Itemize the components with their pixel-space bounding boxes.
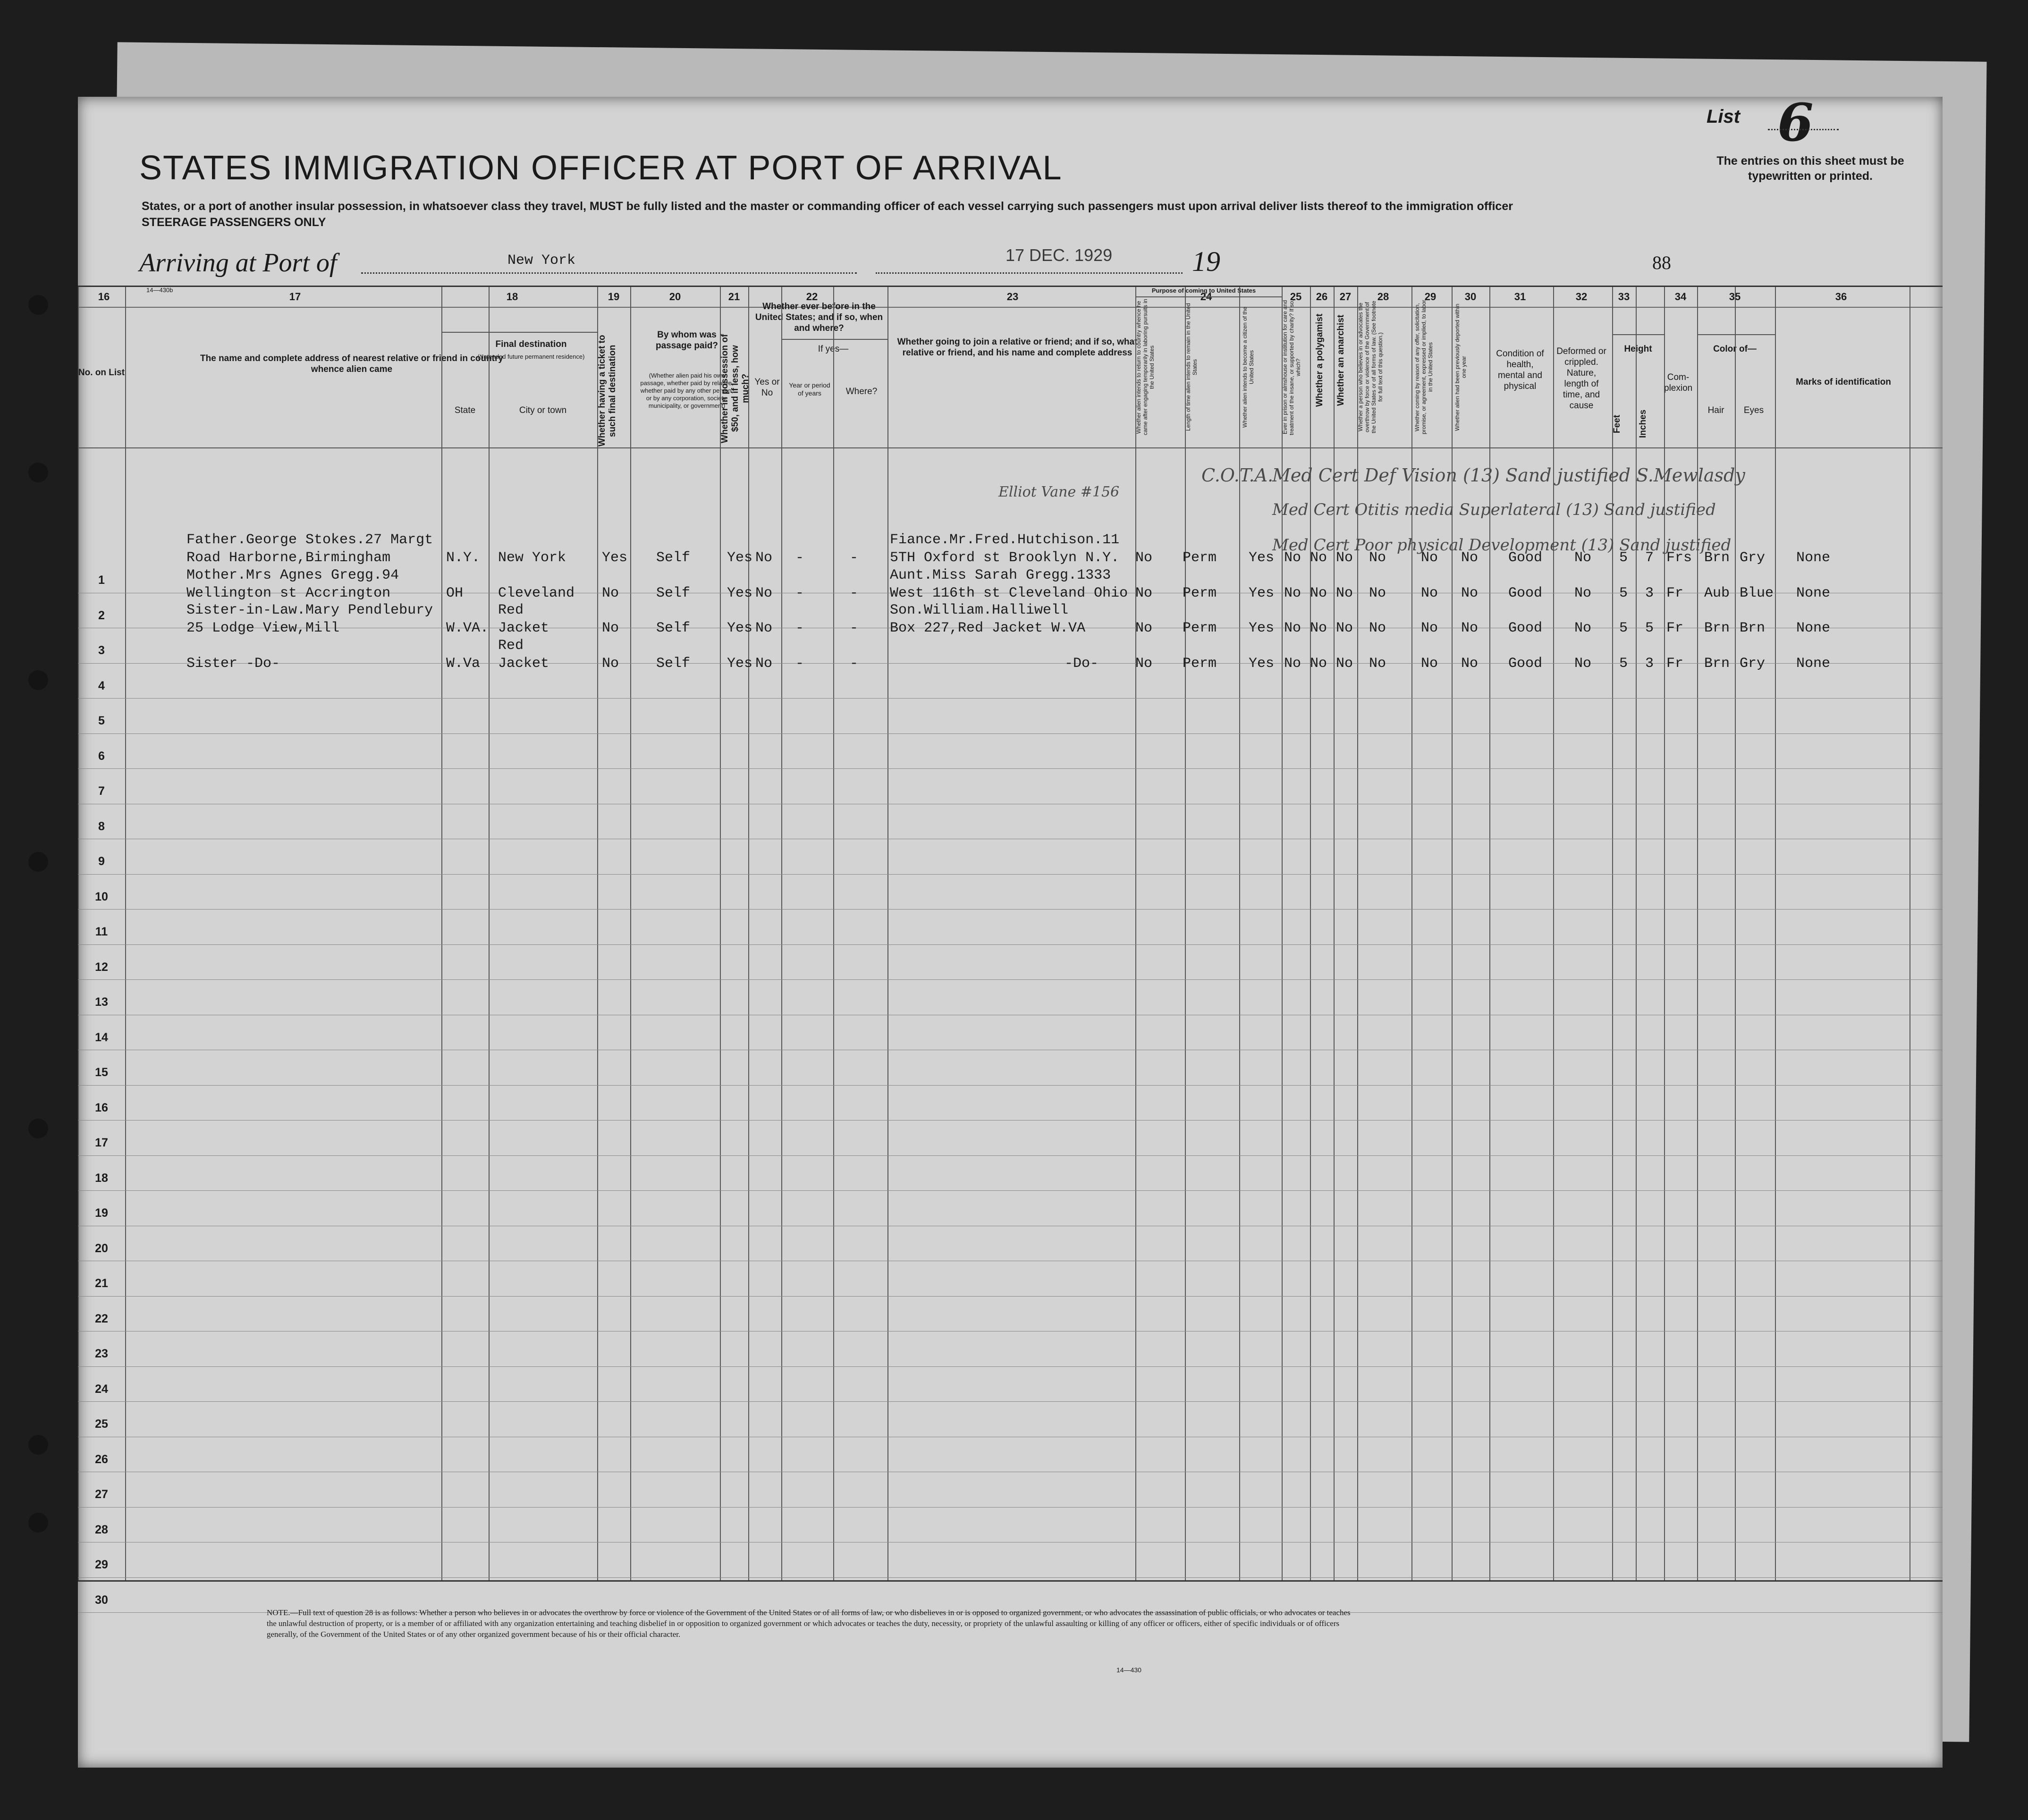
years-value: -: [795, 620, 804, 636]
offer-value: No: [1421, 655, 1438, 672]
column-number: 16: [98, 291, 110, 303]
destination-state: OH: [446, 585, 464, 601]
length-value: Perm: [1183, 550, 1217, 566]
footnote-question-28: NOTE.—Full text of question 28 is as follows: Whether a person who believes in or advocates the overthrow by force or violence of the Government of the United States or of all forms of law, or who disbelieves in or is opposed to organized government, or who advocates the assassination of public officials, or who advocates or teaches the unlawful destruction of property, or is a member of or affiliated with any organization entertaining and teaching disbelief in or opposition to organized government or which advocates or teaches the duty, necessity, or propriety of the unlawful assaulting or killing of any officer or officers, either of specific individuals or of officers generally, of the Government of the United States or of any other organized government because of his or their official character.: [267, 1608, 1351, 1639]
header-join-relative: Whether going to join a relative or friend; and if so, what relative or friend, and his name and complete address: [897, 337, 1138, 358]
complexion-value: Fr: [1666, 655, 1684, 672]
row-number: 4: [98, 679, 105, 692]
row-rule: [78, 1366, 1943, 1367]
health-value: Good: [1508, 655, 1543, 672]
row-number: 5: [98, 714, 105, 727]
anarchist-value: No: [1336, 655, 1353, 672]
page-subtitle: [142, 198, 1652, 230]
money-value: Yes: [727, 550, 753, 566]
return-value: No: [1135, 655, 1153, 672]
header-rule: [1135, 296, 1282, 297]
complexion-value: Fr: [1666, 585, 1684, 601]
row-number: 21: [95, 1277, 108, 1290]
destination-city: Red: [498, 637, 524, 654]
q28-value: No: [1369, 655, 1386, 672]
anarchist-value: No: [1336, 550, 1353, 566]
header-deported: Whether alien had been previously deported within one year: [1454, 303, 1467, 431]
paid-by-value: Self: [656, 620, 691, 636]
citizen-value: Yes: [1249, 620, 1275, 636]
length-value: Perm: [1183, 585, 1217, 601]
prison-value: No: [1284, 585, 1301, 601]
header-rule: [781, 339, 887, 340]
row-rule: [78, 909, 1943, 910]
relative-address: Sister -Do-: [186, 655, 280, 672]
health-value: Good: [1508, 620, 1543, 636]
relative-address: 25 Lodge View,Mill: [186, 620, 340, 636]
destination-city: Red: [498, 602, 524, 618]
handwritten-row1: Med Cert Def Vision (13) Sand justified S.Mewlasdy: [1272, 465, 1745, 486]
row-number: 19: [95, 1206, 108, 1220]
header-city: City or town: [519, 405, 567, 415]
anarchist-value: No: [1336, 620, 1353, 636]
header-return: Whether alien intends to return to country whence he came after engaging temporarily in laboring pursuits in the United States: [1135, 299, 1155, 436]
row-number: 18: [95, 1171, 108, 1185]
header-q28: Whether a person who believes in or advocates the overthrow by force or violence of the Government of the United States or of all forms of law. (See footnote for full text of this question.): [1357, 301, 1384, 434]
row-number: 24: [95, 1382, 108, 1396]
destination-state: W.Va: [446, 655, 481, 672]
hair-value: Brn: [1704, 550, 1730, 566]
port-value: New York: [507, 253, 576, 269]
relative-name: Mother.Mrs Agnes Gregg.94: [186, 567, 399, 583]
before-us-value: No: [755, 620, 773, 636]
eyes-value: Gry: [1740, 550, 1766, 566]
column-rule: [1135, 287, 1136, 1580]
header-yes-no: Yes or No: [754, 377, 780, 398]
port-line: [361, 272, 857, 274]
header-rule: [1697, 334, 1775, 335]
row-rule: [78, 1577, 1943, 1578]
header-paid-by-note: (Whether alien paid his own passage, whether paid by relative, whether paid by any other person, or by any corporation, society, municipality, or government): [640, 372, 734, 409]
where-value: -: [850, 620, 859, 636]
join-relative-name: Aunt.Miss Sarah Gregg.1333: [890, 567, 1111, 583]
column-number: 23: [1006, 291, 1019, 303]
money-value: Yes: [727, 655, 753, 672]
header-deformed: Deformed or crippled. Nature, length of time, and cause: [1556, 346, 1606, 411]
q28-value: No: [1369, 585, 1386, 601]
row-number: 15: [95, 1066, 108, 1079]
ticket-value: No: [602, 620, 619, 636]
header-polygamist: Whether a polygamist: [1315, 313, 1325, 407]
relative-address: Road Harborne,Birmingham: [186, 550, 391, 566]
row-number: 30: [95, 1593, 108, 1607]
year-label: 19: [1192, 246, 1220, 277]
column-number: 35: [1729, 291, 1741, 303]
row-rule: [78, 1120, 1943, 1121]
handwritten-row3: Med Cert Poor physical Development (13) Sand justified: [1272, 536, 1732, 555]
list-number: 6: [1777, 92, 1814, 153]
row-rule: [78, 979, 1943, 980]
row-number: 1: [98, 573, 105, 587]
column-number: 19: [608, 291, 620, 303]
join-relative-address: -Do-: [1065, 655, 1099, 672]
row-number: 29: [95, 1558, 108, 1571]
feet-value: 5: [1619, 550, 1628, 566]
row-number: 3: [98, 644, 105, 657]
column-rule: [125, 287, 126, 1580]
complexion-value: Frs: [1666, 550, 1692, 566]
inches-value: 5: [1645, 620, 1654, 636]
row-number: 7: [98, 784, 105, 798]
paid-by-value: Self: [656, 585, 691, 601]
column-number: 27: [1339, 291, 1352, 303]
join-relative-name: Fiance.Mr.Fred.Hutchison.11: [890, 532, 1120, 548]
header-paid-by: By whom was passage paid?: [656, 330, 718, 351]
column-number: 17: [289, 291, 301, 303]
header-rule: [78, 447, 1943, 448]
port-label: Arriving at Port of: [139, 248, 337, 278]
port-row: [139, 243, 1886, 281]
return-value: No: [1135, 585, 1153, 601]
subtitle-text: States, or a port of another insular possession, in whatsoever class they travel, MUST be fully listed and the master or commanding officer of each vessel carrying such passengers must upon arrival deliver lists thereof to the immigration officer: [142, 200, 1513, 213]
column-rule: [1775, 287, 1776, 1580]
ticket-value: No: [602, 585, 619, 601]
column-number: 30: [1464, 291, 1477, 303]
relative-address: Wellington st Accrington: [186, 585, 391, 601]
header-years: Year or period of years: [789, 381, 830, 397]
list-label: List: [1707, 106, 1741, 127]
eyes-value: Blue: [1740, 585, 1774, 601]
column-number: 24: [1200, 291, 1212, 303]
polygamist-value: No: [1310, 655, 1327, 672]
q28-value: No: [1369, 620, 1386, 636]
deported-value: No: [1461, 585, 1479, 601]
q28-value: No: [1369, 550, 1386, 566]
relative-name: Father.George Stokes.27 Margt: [186, 532, 433, 548]
column-number-row: [78, 287, 1943, 308]
destination-city: New York: [498, 550, 566, 566]
ticket-value: Yes: [602, 550, 628, 566]
row-number: 14: [95, 1030, 108, 1044]
column-rule: [489, 287, 490, 1580]
column-number: 26: [1316, 291, 1328, 303]
header-color-of: Color of—: [1713, 344, 1757, 354]
health-value: Good: [1508, 585, 1543, 601]
where-value: -: [850, 550, 859, 566]
deformed-value: No: [1574, 620, 1592, 636]
join-relative-address: West 116th st Cleveland Ohio: [890, 585, 1128, 601]
row-rule: [78, 1401, 1943, 1402]
row-number: 8: [98, 819, 105, 833]
inches-value: 7: [1645, 550, 1654, 566]
column-rule: [887, 287, 888, 1580]
row-number: 13: [95, 995, 108, 1009]
column-number: 21: [728, 291, 740, 303]
header-ticket: Whether having a ticket to such final destination: [597, 335, 617, 447]
list-line: [1768, 129, 1839, 130]
hair-value: Brn: [1704, 655, 1730, 672]
header-citizen: Whether alien intends to become a citizen of the United States: [1242, 306, 1255, 428]
row-rule: [78, 768, 1943, 769]
header-feet: Feet: [1612, 414, 1622, 433]
row-number: 20: [95, 1241, 108, 1255]
offer-value: No: [1421, 585, 1438, 601]
header-money: Whether in possession of $50, and if less, how much?: [720, 334, 751, 443]
prison-value: No: [1284, 655, 1301, 672]
row-number: 2: [98, 608, 105, 622]
column-number: 28: [1377, 291, 1389, 303]
column-number: 20: [669, 291, 681, 303]
citizen-value: Yes: [1249, 550, 1275, 566]
row-rule: [78, 944, 1943, 945]
join-relative-address: Box 227,Red Jacket W.VA: [890, 620, 1086, 636]
deported-value: No: [1461, 655, 1479, 672]
row-number: 25: [95, 1417, 108, 1431]
feet-value: 5: [1619, 585, 1628, 601]
polygamist-value: No: [1310, 620, 1327, 636]
handwritten-row1-join: Elliot Vane #156: [998, 484, 1120, 500]
header-final-destination: Final destination: [495, 339, 567, 349]
binder-hole: [28, 1435, 48, 1455]
row-number: 27: [95, 1488, 108, 1501]
header-complexion: Com- plexion: [1664, 372, 1693, 393]
eyes-value: Brn: [1740, 620, 1766, 636]
column-rule: [720, 287, 721, 1580]
column-number: 25: [1290, 291, 1302, 303]
date-line: [876, 272, 1183, 274]
row-number: 16: [95, 1101, 108, 1114]
binder-hole: [28, 1513, 48, 1533]
return-value: No: [1135, 550, 1153, 566]
offer-value: No: [1421, 620, 1438, 636]
row-number: 26: [95, 1452, 108, 1466]
money-value: Yes: [727, 620, 753, 636]
deformed-value: No: [1574, 585, 1592, 601]
years-value: -: [795, 585, 804, 601]
row-rule: [78, 733, 1943, 734]
citizen-value: Yes: [1249, 585, 1275, 601]
header-before-us: Whether ever before in the United States; and if so, when and where?: [755, 302, 883, 333]
header-inches: Inches: [1638, 409, 1648, 438]
marks-value: None: [1796, 550, 1831, 566]
destination-city: Jacket: [498, 620, 549, 636]
row-number: 9: [98, 855, 105, 868]
inches-value: 3: [1645, 655, 1654, 672]
header-if-yes: If yes—: [818, 344, 849, 354]
join-relative-address: 5TH Oxford st Brooklyn N.Y.: [890, 550, 1120, 566]
inches-value: 3: [1645, 585, 1654, 601]
years-value: -: [795, 655, 804, 672]
return-value: No: [1135, 620, 1153, 636]
header-anarchist: Whether an anarchist: [1336, 314, 1346, 406]
header-length: Length of time alien intends to remain in the United States: [1185, 303, 1198, 431]
list-note: The entries on this sheet must be typewritten or printed.: [1716, 154, 1904, 183]
binder-hole: [28, 295, 48, 315]
column-number: 33: [1618, 291, 1630, 303]
ticket-value: No: [602, 655, 619, 672]
column-number: 36: [1835, 291, 1847, 303]
binder-hole: [28, 1119, 48, 1138]
complexion-value: Fr: [1666, 620, 1684, 636]
column-rule: [748, 287, 749, 1580]
before-us-value: No: [755, 585, 773, 601]
deported-value: No: [1461, 620, 1479, 636]
column-rule: [833, 287, 834, 1580]
health-value: Good: [1508, 550, 1543, 566]
column-number: 34: [1674, 291, 1687, 303]
marks-value: None: [1796, 620, 1831, 636]
binder-hole: [28, 670, 48, 690]
marks-value: None: [1796, 655, 1831, 672]
length-value: Perm: [1183, 620, 1217, 636]
column-rule: [597, 287, 598, 1580]
row-rule: [78, 663, 1943, 664]
date-stamp: 17 DEC. 1929: [1006, 245, 1113, 265]
column-rule: [1185, 287, 1186, 1580]
deported-value: No: [1461, 550, 1479, 566]
destination-state: W.VA.: [446, 620, 489, 636]
list-number-box: [1707, 92, 1905, 183]
header-height: Height: [1624, 344, 1652, 354]
join-relative-name: Son.William.Halliwell: [890, 602, 1069, 618]
hair-value: Aub: [1704, 585, 1730, 601]
header-offer: Whether coming by reason of any offer, solicitation, promise, or agreement, expressed or implied, to labor in the United States: [1414, 300, 1434, 435]
header-final-destination-note: (*Intended future permanent residence): [477, 353, 585, 360]
header-no-on-list: No. on List: [78, 368, 125, 378]
years-value: -: [795, 550, 804, 566]
handwritten-cota: C.O.T.A.: [1201, 465, 1274, 486]
prison-value: No: [1284, 620, 1301, 636]
citizen-value: Yes: [1249, 655, 1275, 672]
header-purpose: Purpose of coming to United States: [1151, 287, 1256, 294]
row-number: 10: [95, 890, 108, 903]
column-number: 18: [506, 291, 518, 303]
row-number: 11: [95, 925, 108, 938]
offer-value: No: [1421, 550, 1438, 566]
feet-value: 5: [1619, 655, 1628, 672]
header-marks: Marks of identification: [1796, 377, 1891, 387]
relative-name: Sister-in-Law.Mary Pendlebury: [186, 602, 433, 618]
row-rule: [78, 1507, 1943, 1508]
page-title: STATES IMMIGRATION OFFICER AT PORT OF ARRIVAL: [139, 149, 1063, 187]
eyes-value: Gry: [1740, 655, 1766, 672]
row-number: 23: [95, 1347, 108, 1360]
column-number: 31: [1514, 291, 1526, 303]
row-rule: [78, 698, 1943, 699]
steerage-label: STEERAGE PASSENGERS ONLY: [142, 216, 326, 229]
paid-by-value: Self: [656, 655, 691, 672]
polygamist-value: No: [1310, 585, 1327, 601]
header-rule: [1612, 334, 1664, 335]
paid-by-value: Self: [656, 550, 691, 566]
marks-value: None: [1796, 585, 1831, 601]
polygamist-value: No: [1310, 550, 1327, 566]
row-number: 6: [98, 749, 105, 763]
row-number: 17: [95, 1136, 108, 1149]
footnote-code: 14—430: [1116, 1666, 1141, 1674]
binder-hole: [28, 852, 48, 872]
money-value: Yes: [727, 585, 753, 601]
hair-value: Brn: [1704, 620, 1730, 636]
row-number: 12: [95, 960, 108, 974]
row-rule: [78, 1085, 1943, 1086]
header-where: Where?: [845, 387, 878, 396]
manifest-sheet: [78, 92, 1943, 1768]
row-rule: [78, 1190, 1943, 1191]
column-number: 22: [806, 291, 818, 303]
feet-value: 5: [1619, 620, 1628, 636]
destination-city: Jacket: [498, 655, 549, 672]
length-value: Perm: [1183, 655, 1217, 672]
header-relative: The name and complete address of nearest relative or friend in country whence alien came: [200, 354, 503, 374]
column-rule: [781, 287, 782, 1580]
row-rule: [78, 1296, 1943, 1297]
header-state: State: [454, 405, 476, 415]
column-number: 32: [1575, 291, 1588, 303]
column-rule: [441, 287, 442, 1580]
binder-hole: [28, 463, 48, 482]
row-rule: [78, 1155, 1943, 1156]
row-number: 22: [95, 1312, 108, 1325]
before-us-value: No: [755, 655, 773, 672]
column-number: 29: [1424, 291, 1436, 303]
page-number: 88: [1652, 252, 1671, 273]
where-value: -: [850, 585, 859, 601]
column-rule: [630, 287, 631, 1580]
handwritten-row2: Med Cert Otitis media Superlateral (13) Sand justified: [1272, 500, 1716, 519]
header-health: Condition of health, mental and physical: [1496, 349, 1544, 391]
header-hair: Hair: [1707, 405, 1724, 415]
deformed-value: No: [1574, 655, 1592, 672]
destination-state: N.Y.: [446, 550, 481, 566]
header-eyes: Eyes: [1743, 405, 1764, 415]
where-value: -: [850, 655, 859, 672]
header-rule: [441, 332, 597, 333]
anarchist-value: No: [1336, 585, 1353, 601]
header-prison: Ever in prison or almshouse or institution for care and treatment of the insane, or supported by charity? If so, which?: [1282, 299, 1301, 435]
before-us-value: No: [755, 550, 773, 566]
destination-city: Cleveland: [498, 585, 575, 601]
deformed-value: No: [1574, 550, 1592, 566]
form-code: 14—430b: [146, 286, 173, 294]
row-rule: [78, 874, 1943, 875]
row-number: 28: [95, 1523, 108, 1536]
prison-value: No: [1284, 550, 1301, 566]
